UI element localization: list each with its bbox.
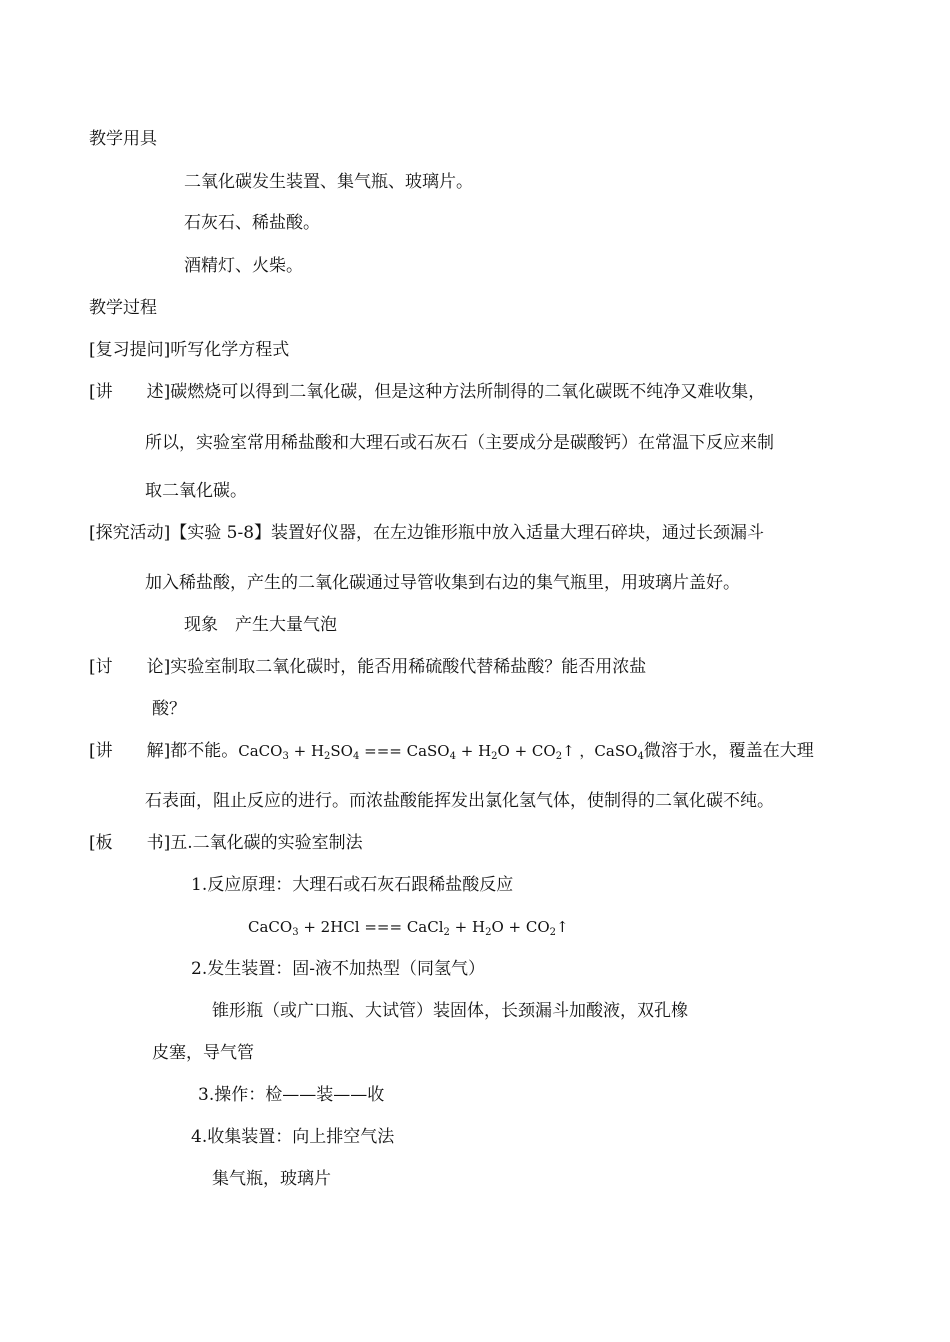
- board-item-2: 2.发生装置：固-液不加热型（同氢气）: [191, 959, 485, 979]
- tools-item: 酒精灯、火柴。: [184, 256, 303, 276]
- board-title: 五.二氧化碳的实验室制法: [170, 833, 363, 853]
- discuss-tag: [讨 论]: [89, 657, 171, 677]
- explore-tag: [探究活动]: [89, 523, 171, 543]
- board-tag: [板 书]: [89, 833, 171, 853]
- explain-tag: [讲 解]: [89, 741, 171, 761]
- explore-line: 加入稀盐酸，产生的二氧化碳通过导管收集到右边的集气瓶里，用玻璃片盖好。: [145, 573, 740, 593]
- discuss-line: 酸？: [152, 699, 186, 719]
- lecture-paragraph: [89, 381, 765, 403]
- section-heading-tools: 教学用具: [89, 129, 157, 149]
- lecture-line: 取二氧化碳。: [145, 481, 247, 501]
- board-item-2-detail: 锥形瓶（或广口瓶、大试管）装固体，长颈漏斗加酸液，双孔橡: [212, 1001, 688, 1021]
- explain-text: 微溶于水，覆盖在大理: [643, 741, 814, 761]
- lecture-line: 所以，实验室常用稀盐酸和大理石或石灰石（主要成分是碳酸钙）在常温下反应来制: [145, 433, 774, 453]
- discuss-paragraph: [89, 656, 646, 678]
- tools-item: 石灰石、稀盐酸。: [184, 213, 320, 233]
- board-item-2-detail: 皮塞，导气管: [152, 1043, 254, 1063]
- explain-line: 石表面，阻止反应的进行。而浓盐酸能挥发出氯化氢气体，使制得的二氧化碳不纯。: [145, 791, 774, 811]
- chemical-equation: CaCO$_3$ + 2HCl === CaCl$_2$ + $H_2O$ + $CO_2↑$: [248, 918, 569, 938]
- explain-paragraph: [89, 740, 814, 762]
- discuss-line: 实验室制取二氧化碳时，能否用稀硫酸代替稀盐酸？能否用浓盐: [170, 657, 647, 677]
- lecture-line: 碳燃烧可以得到二氧化碳，但是这种方法所制得的二氧化碳既不纯净又难收集，: [170, 382, 766, 402]
- chemical-equation: CaCO$_3$ + $H_2SO_4$ === CaSO$_4$ + $H_2O$ + $CO_2↑$ ，CaSO$_4$: [238, 742, 644, 762]
- explain-text: 都不能。: [170, 741, 239, 761]
- board-paragraph: [89, 832, 363, 854]
- board-item-4: 4.收集装置：向上排空气法: [191, 1127, 395, 1147]
- section-heading-process: 教学过程: [89, 298, 157, 318]
- phenomenon-line: 现象 产生大量气泡: [184, 615, 337, 635]
- board-item-3: 3.操作：检——装——收: [198, 1085, 385, 1105]
- board-item-4-detail: 集气瓶，玻璃片: [212, 1169, 331, 1189]
- lecture-tag: [讲 述]: [89, 382, 171, 402]
- tools-item: 二氧化碳发生装置、集气瓶、玻璃片。: [184, 172, 473, 192]
- board-item-1: 1.反应原理：大理石或石灰石跟稀盐酸反应: [191, 875, 514, 895]
- explore-line: 【实验 5-8】装置好仪器，在左边锥形瓶中放入适量大理石碎块，通过长颈漏斗: [170, 523, 765, 543]
- explore-paragraph: [89, 522, 764, 544]
- review-question: [复习提问]听写化学方程式: [89, 340, 290, 360]
